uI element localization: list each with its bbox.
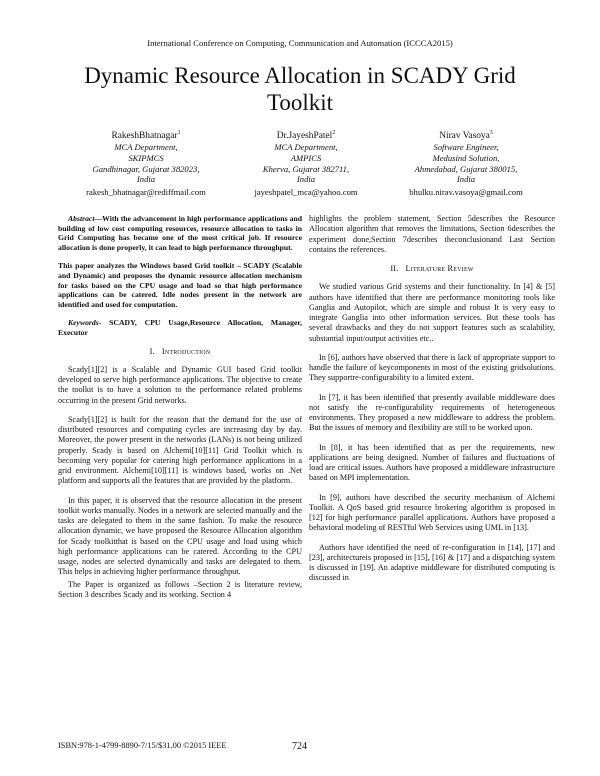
section-title: Literature Review [405, 264, 474, 273]
author-affiliation: Gandhinagar, Gujarat 382023, [92, 163, 200, 174]
section-number: II. [390, 264, 399, 273]
keywords-label: Keywords- [68, 318, 102, 328]
author-affiliation: MCA Department, [274, 141, 338, 152]
author-name: RakeshBhatnagar [111, 131, 178, 142]
author-sup: 2 [332, 130, 336, 136]
author-email: bhulku.nirav.vasoya@gmail.com [409, 187, 523, 198]
body-paragraph: In [9], authors have described the security mechanism of Alchemi Toolkit. A QoS based grid resource brokering algorithm is proposed in [12] for high performance parallel applications. Authors have proposed a behavioral modeling of RESTful Web Services using UML in [13]. [309, 492, 555, 533]
body-paragraph: Authors have identified the need of re-configuration in [14], [17] and [23], architectureis proposed in [15], [16] & [17] and a dispatching system is discussed in [19]. An adaptive middleware for distributed computing is discussed in [309, 542, 555, 583]
author-sup: 3 [489, 130, 493, 136]
keywords-text: SCADY, CPU Usage,Resource Allocation, Manager, Executor [58, 318, 302, 337]
body-paragraph: Scady[1][2] is built for the reason that the demand for the use of distributed resources and computing cycles are increasing day by day. Moreover, the power present in the networks (LANs) is not being utilized properly. Scady is based on Alchemi[10][11] Grid Toolkit which is becoming very popular for catering high performance applications in a grid environment. Alchemi[10][11] is windows based, works on .Net platform and supports all the features that are provided by the platform. [58, 414, 302, 486]
abstract-paragraph [58, 214, 302, 252]
body-paragraph: The Paper is organized as follows –Section 2 is literature review, Section 3 describes Scady and its working. Section 4 [58, 579, 302, 599]
body-paragraph: In [7], it has been identified that presently available middleware does not satisfy the re-configurability requirements of heterogeneous environments. They proposed a new middleware to address the problem. But the issues of memory and flexibility are still to be worked upon. [309, 392, 555, 433]
author-affiliation: Software Engineer, [433, 141, 499, 152]
conference-header: International Conference on Computing, Communication and Automation (ICCCA2015) [147, 38, 453, 48]
author-affiliation: India [136, 174, 156, 185]
keywords [58, 318, 302, 337]
author-affiliation: Ahmedabad, Gujarat 380015, [414, 163, 518, 174]
author-1 [66, 128, 226, 198]
author-affiliation: MCA Department, [114, 141, 178, 152]
author-affiliation: AMPICS [290, 152, 322, 163]
body-paragraph: Scady[1][2] is a Scalable and Dynamic GUI based Grid toolkit developed to serve high performance applications. The objective to create the toolkit is to have a solution to the performance related problems occurring in the present Grid networks. [58, 364, 302, 405]
section-number: I. [149, 346, 155, 356]
page-number: 724 [292, 741, 307, 752]
abstract-text: —With the advancement in high performance applications and building of low cost computing resources, resource allocation to tasks in Grid Computing has became one of the most critical job. If resource allocation is done properly, it can lead to high performance throughput. [58, 214, 302, 252]
isbn-footer: ISBN:978-1-4799-8890-7/15/$31.00 ©2015 IEEE [58, 741, 227, 750]
author-email: rakesh_bhatnagar@rediffmail.com [86, 187, 206, 198]
right-column [309, 214, 555, 593]
author-affiliation: SKIPMCS [128, 152, 164, 163]
abstract-paragraph-2: This paper analyzes the Windows based Grid toolkit – SCADY (Scalable and Dynamic) and proposes the dynamic resource allocation mechanism for tasks based on the CPU usage and load so that high performance applications can be catered. Idle nodes present in the network are identified and used for computation. [58, 261, 302, 309]
author-sup: 1 [177, 130, 181, 136]
body-paragraph: highlights the problem statement, Section 5describes the Resource Allocation algorithm that removes the limitations, Section 6describes the experiment done,Section 7describes theconclusionand Last Section contains the references. [309, 214, 555, 254]
author-affiliation: India [456, 174, 476, 185]
body-paragraph: In [6], authors have observed that there is lack of appropriate support to handle the failure of keycomponents in most of the existing gridsolutions. They supportre-configurability to a limited extent. [309, 352, 555, 383]
section-title: Introduction [161, 346, 211, 356]
body-paragraph: We studied various Grid systems and their functionality. In [4] & [5] authors have identified that there are performance monitoring tools like Ganglia and Autopilot, which are simple and robust It is very easy to integrate Ganglia into other information services. But these tools has several drawbacks and they do not support features such as scalability, substantial input/output activities etc.. [309, 282, 555, 343]
author-block [66, 128, 546, 208]
author-name: Nirav Vasoya [439, 131, 490, 142]
body-paragraph: In this paper, it is observed that the resource allocation in the present toolkit works manually. Nodes in a network are selected manually and the tasks are delegated to them in the same fashion. To make the resource allocation dynamic, we have proposed the Resource Allocation algorithm for Scady toolkitthat is based on the CPU usage and load using which high performance applications can be catered. According to the CPU usage, nodes are selected dynamically and tasks are delegated to them. This helps in achieving higher performance throughput. [58, 495, 302, 577]
body-paragraph: In [8], it has been identified that as per the requirements, new applications are being designed. Number of failures and fluctuations of load are critical issues. Authors have proposed a middleware infrastructure based on MPI implementation. [309, 442, 555, 483]
author-email: jayeshpatel_mca@yahoo.com [254, 187, 358, 198]
paper-title: Dynamic Resource Allocation in SCADY Grid Toolkit [84, 63, 516, 115]
section-heading [309, 264, 555, 274]
abstract-label: Abstract [68, 214, 95, 223]
author-affiliation: Medusind Solution, [432, 152, 500, 163]
author-3 [386, 128, 546, 198]
author-affiliation: India [296, 174, 316, 185]
author-2 [226, 128, 386, 198]
author-affiliation: Kherva, Gujarat 382711, [262, 163, 350, 174]
author-name: Dr.JayeshPatel [276, 131, 333, 142]
section-heading [58, 347, 302, 357]
left-column [58, 214, 302, 609]
